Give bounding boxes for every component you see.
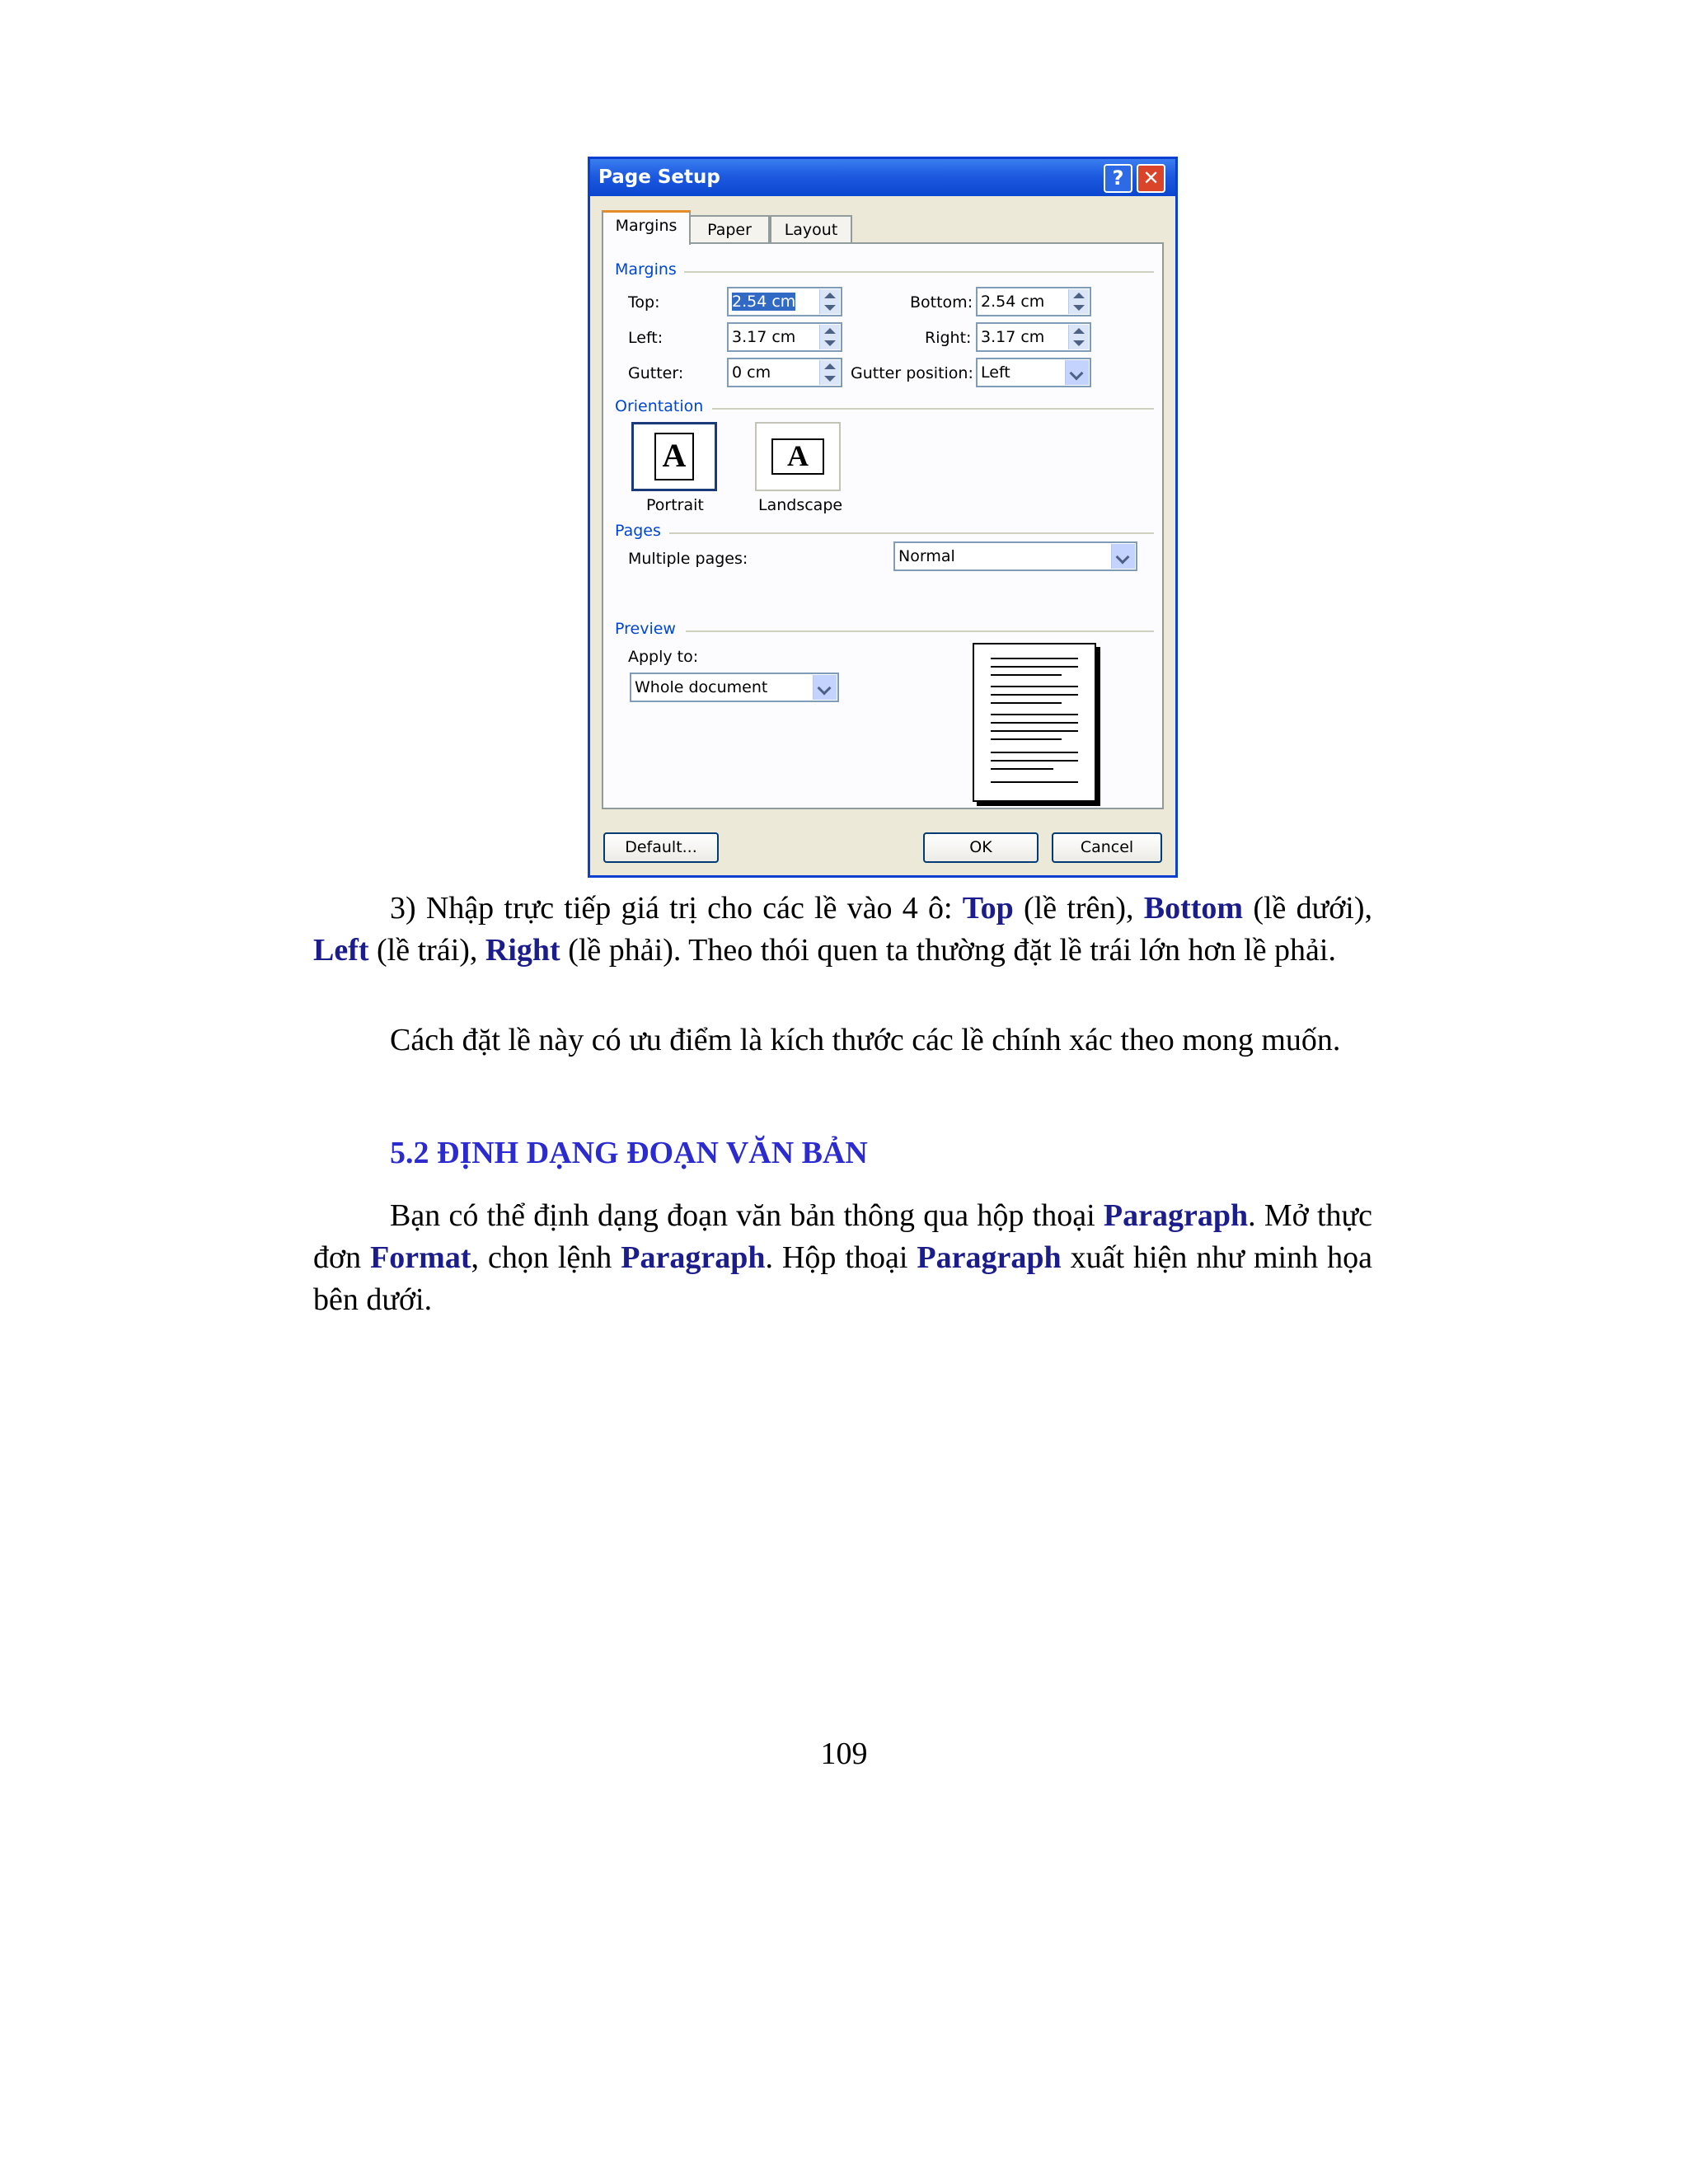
- gutter-field[interactable]: [727, 358, 842, 387]
- group-divider: [669, 532, 1154, 534]
- kw-paragraph: Paragraph: [1103, 1198, 1249, 1233]
- group-divider: [686, 630, 1154, 632]
- chevron-down-icon[interactable]: [1111, 544, 1135, 569]
- gutter-position-value: Left: [981, 363, 1010, 382]
- right-spinner[interactable]: [1068, 325, 1089, 349]
- portrait-option[interactable]: [631, 422, 717, 491]
- dialog-title: Page Setup: [598, 166, 720, 188]
- landscape-icon: A: [771, 438, 824, 475]
- multiple-pages-label: Multiple pages:: [628, 550, 748, 568]
- margins-group-label: Margins: [615, 260, 677, 279]
- multiple-pages-value: Normal: [898, 547, 955, 565]
- kw-right: Right: [485, 933, 560, 968]
- landscape-label: Landscape: [758, 496, 843, 514]
- multiple-pages-select[interactable]: [893, 541, 1137, 571]
- portrait-label: Portrait: [646, 496, 704, 514]
- close-button[interactable]: ✕: [1137, 164, 1165, 193]
- section-heading: 5.2 ĐỊNH DẠNG ĐOẠN VĂN BẢN: [390, 1136, 868, 1170]
- ok-button[interactable]: OK: [923, 832, 1039, 863]
- margins-panel: [602, 242, 1164, 809]
- bottom-margin-value: 2.54 cm: [981, 293, 1045, 311]
- right-label: Right:: [925, 329, 972, 347]
- left-spinner[interactable]: [819, 325, 840, 349]
- left-margin-field[interactable]: [727, 322, 842, 352]
- bottom-margin-field[interactable]: [976, 287, 1091, 316]
- paragraph-margin-advantage: Cách đặt lề này có ưu điểm là kích thước các lề chính xác theo mong muốn.: [390, 1023, 1341, 1057]
- gutter-value: 0 cm: [732, 363, 771, 382]
- paragraph-format-intro: Bạn có thể định dạng đoạn văn bản thông qua hộp thoại Paragraph. Mở thực đơn Format, chọn lệnh Paragraph. Hộp thoại Paragraph xuất hiện như minh họa bên dưới.: [313, 1198, 1373, 1317]
- title-bar: [590, 159, 1175, 196]
- top-spinner[interactable]: [819, 289, 840, 314]
- landscape-option[interactable]: [755, 422, 841, 491]
- tab-margins[interactable]: Margins: [602, 210, 691, 245]
- right-margin-field[interactable]: [976, 322, 1091, 352]
- preview-group-label: Preview: [615, 620, 676, 638]
- right-margin-value: 3.17 cm: [981, 328, 1045, 346]
- chevron-down-icon[interactable]: [1065, 360, 1089, 385]
- group-divider: [712, 408, 1154, 410]
- kw-left: Left: [313, 933, 369, 968]
- apply-to-value: Whole document: [635, 678, 768, 696]
- top-margin-field[interactable]: [727, 287, 842, 316]
- kw-paragraph: Paragraph: [917, 1240, 1062, 1275]
- bottom-spinner[interactable]: [1068, 289, 1089, 314]
- gutter-position-select[interactable]: [976, 358, 1091, 387]
- default-button[interactable]: Default...: [603, 832, 719, 863]
- top-margin-value: 2.54 cm: [732, 293, 796, 311]
- left-label: Left:: [628, 329, 663, 347]
- gutter-position-label: Gutter position:: [851, 364, 973, 382]
- page-preview: [973, 643, 1096, 802]
- tab-paper[interactable]: Paper: [689, 215, 770, 243]
- chevron-down-icon[interactable]: [813, 675, 837, 700]
- gutter-label: Gutter:: [628, 364, 684, 382]
- bottom-label: Bottom:: [910, 293, 973, 312]
- left-margin-value: 3.17 cm: [732, 328, 796, 346]
- paragraph-margins-instruction: 3) Nhập trực tiếp giá trị cho các lề vào 4 ô: Top (lề trên), Bottom (lề dưới), Left (lề trái), Right (lề phải). Theo thói quen ta thường đặt lề trái lớn hơn lề phải.: [313, 891, 1373, 968]
- page-number: 109: [820, 1736, 868, 1771]
- kw-bottom: Bottom: [1143, 891, 1244, 926]
- page-setup-dialog: [588, 157, 1178, 878]
- cancel-button[interactable]: Cancel: [1052, 832, 1162, 863]
- apply-to-label: Apply to:: [628, 648, 699, 666]
- pages-group-label: Pages: [615, 522, 661, 540]
- kw-top: Top: [962, 891, 1014, 926]
- portrait-icon: A: [654, 433, 694, 480]
- help-button[interactable]: ?: [1104, 164, 1132, 193]
- top-label: Top:: [628, 293, 660, 312]
- kw-paragraph: Paragraph: [621, 1240, 766, 1275]
- apply-to-select[interactable]: [630, 673, 839, 702]
- orientation-group-label: Orientation: [615, 397, 704, 415]
- group-divider: [684, 271, 1154, 273]
- kw-format: Format: [370, 1240, 471, 1275]
- gutter-spinner[interactable]: [819, 360, 840, 385]
- tab-layout[interactable]: Layout: [770, 215, 852, 243]
